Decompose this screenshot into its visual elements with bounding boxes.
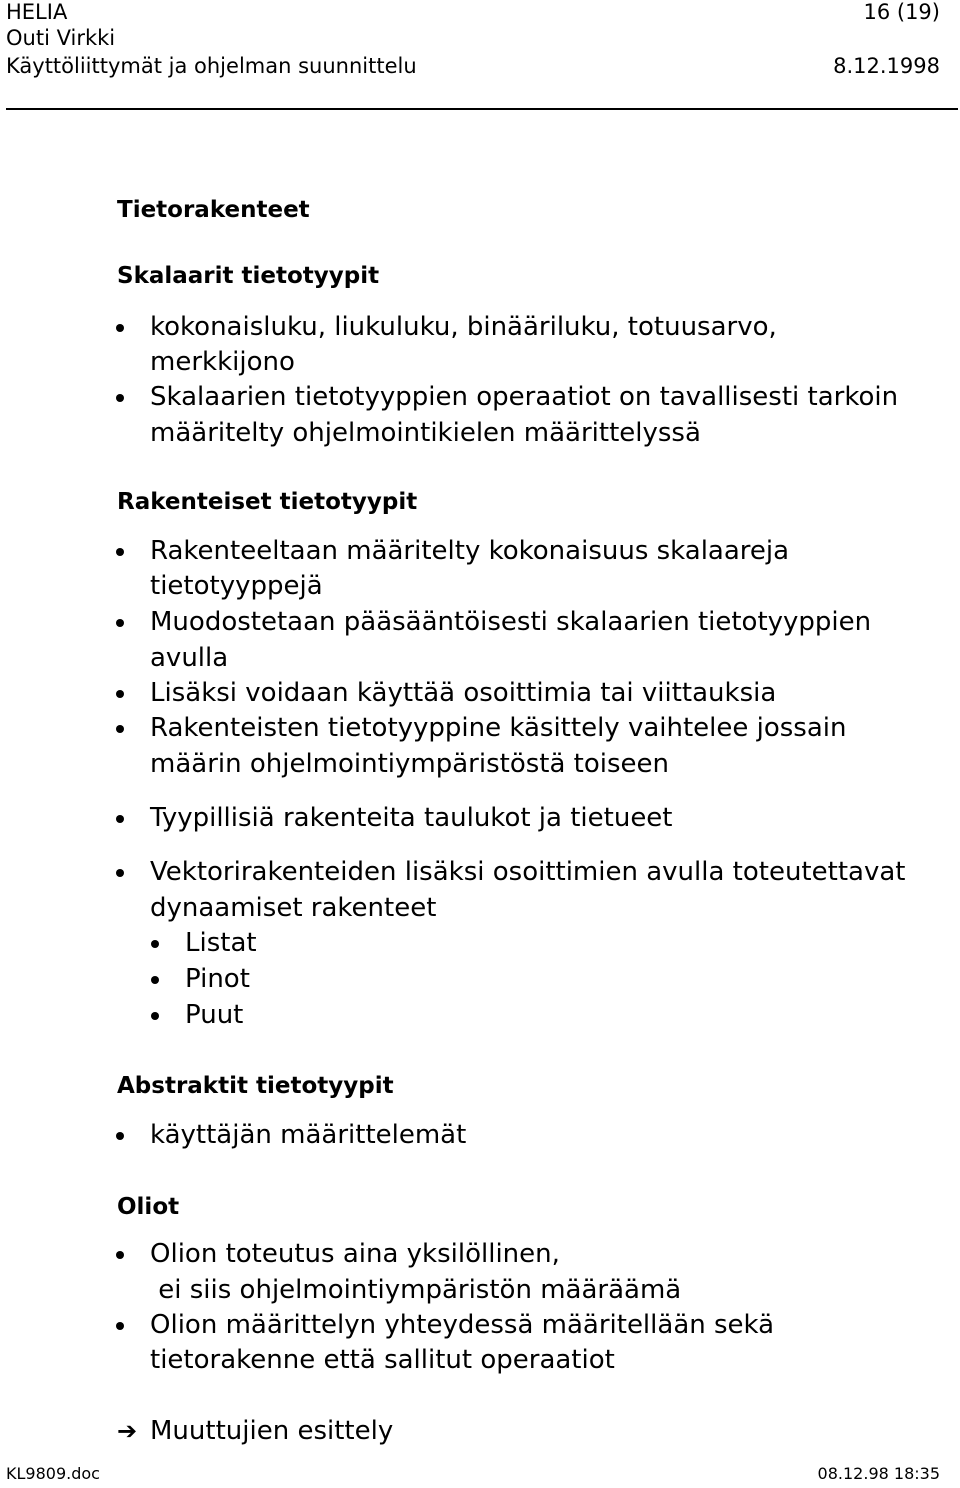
- list-item-line: ei siis ohjelmointiympäristön määräämä: [150, 1275, 682, 1305]
- next-topic-label: Muuttujien esittely: [150, 1416, 394, 1446]
- list-item-line: määritelty ohjelmointikielen määrittelyssä: [150, 418, 701, 448]
- list-item-line: tietorakenne että sallitut operaatiot: [150, 1345, 615, 1375]
- list-item-line: Tyypillisiä rakenteita taulukot ja tietueet: [150, 803, 673, 833]
- list-item-line: Vektorirakenteiden lisäksi osoittimien avulla toteutettavat: [150, 857, 906, 887]
- bullet-icon: [116, 725, 124, 733]
- list-item-line: avulla: [150, 643, 229, 673]
- bullet-icon: [116, 394, 124, 402]
- bullet-icon: [116, 548, 124, 556]
- bullet-icon: [116, 869, 124, 877]
- list-item-line: Rakenteeltaan määritelty kokonaisuus skalaareja: [150, 536, 790, 566]
- bullet-icon: [116, 1322, 124, 1330]
- bullet-icon: [116, 690, 124, 698]
- list-item-line: Lisäksi voidaan käyttää osoittimia tai viittauksia: [150, 678, 777, 708]
- bullet-icon: [116, 324, 124, 332]
- sub-list-item: Pinot: [185, 964, 250, 994]
- list-item-line: Olion toteutus aina yksilöllinen,: [150, 1239, 560, 1269]
- section-heading-abstract: Abstraktit tietotyypit: [117, 1073, 394, 1099]
- list-item-line: käyttäjän määrittelemät: [150, 1120, 467, 1150]
- bullet-icon: [116, 1132, 124, 1140]
- arrow-right-icon: ➔: [117, 1417, 138, 1445]
- list-item-line: Muodostetaan pääsääntöisesti skalaarien tietotyyppien: [150, 607, 872, 637]
- footer-timestamp: 08.12.98 18:35: [817, 1464, 940, 1483]
- sub-list-item: Puut: [185, 1000, 244, 1030]
- list-item-line: Skalaarien tietotyyppien operaatiot on tavallisesti tarkoin: [150, 382, 899, 412]
- bullet-icon: [151, 976, 159, 984]
- header-divider: [6, 108, 958, 110]
- list-item-line: kokonaisluku, liukuluku, binääriluku, totuusarvo,: [150, 312, 777, 342]
- header-course: Käyttöliittymät ja ohjelman suunnittelu: [6, 54, 417, 78]
- header-org: HELIA: [6, 0, 68, 24]
- bullet-icon: [116, 619, 124, 627]
- bullet-icon: [151, 940, 159, 948]
- list-item-line: merkkijono: [150, 347, 295, 377]
- list-item-line: dynaamiset rakenteet: [150, 893, 437, 923]
- list-item-line: määrin ohjelmointiympäristöstä toiseen: [150, 749, 670, 779]
- section-heading-structured: Rakenteiset tietotyypit: [117, 489, 418, 515]
- page-title: Tietorakenteet: [117, 197, 310, 223]
- section-heading-scalar: Skalaarit tietotyypit: [117, 263, 380, 289]
- list-item-line: Rakenteisten tietotyyppine käsittely vaihtelee jossain: [150, 713, 847, 743]
- bullet-icon: [116, 815, 124, 823]
- header-author: Outi Virkki: [6, 26, 116, 50]
- list-item-line: tietotyyppejä: [150, 571, 323, 601]
- section-heading-objects: Oliot: [117, 1194, 180, 1220]
- list-item-line: Olion määrittelyn yhteydessä määritellään sekä: [150, 1310, 775, 1340]
- sub-list-item: Listat: [185, 928, 257, 958]
- footer-filename: KL9809.doc: [6, 1464, 100, 1483]
- bullet-icon: [116, 1251, 124, 1259]
- header-page-number: 16 (19): [863, 0, 940, 24]
- bullet-icon: [151, 1012, 159, 1020]
- header-date: 8.12.1998: [833, 54, 940, 78]
